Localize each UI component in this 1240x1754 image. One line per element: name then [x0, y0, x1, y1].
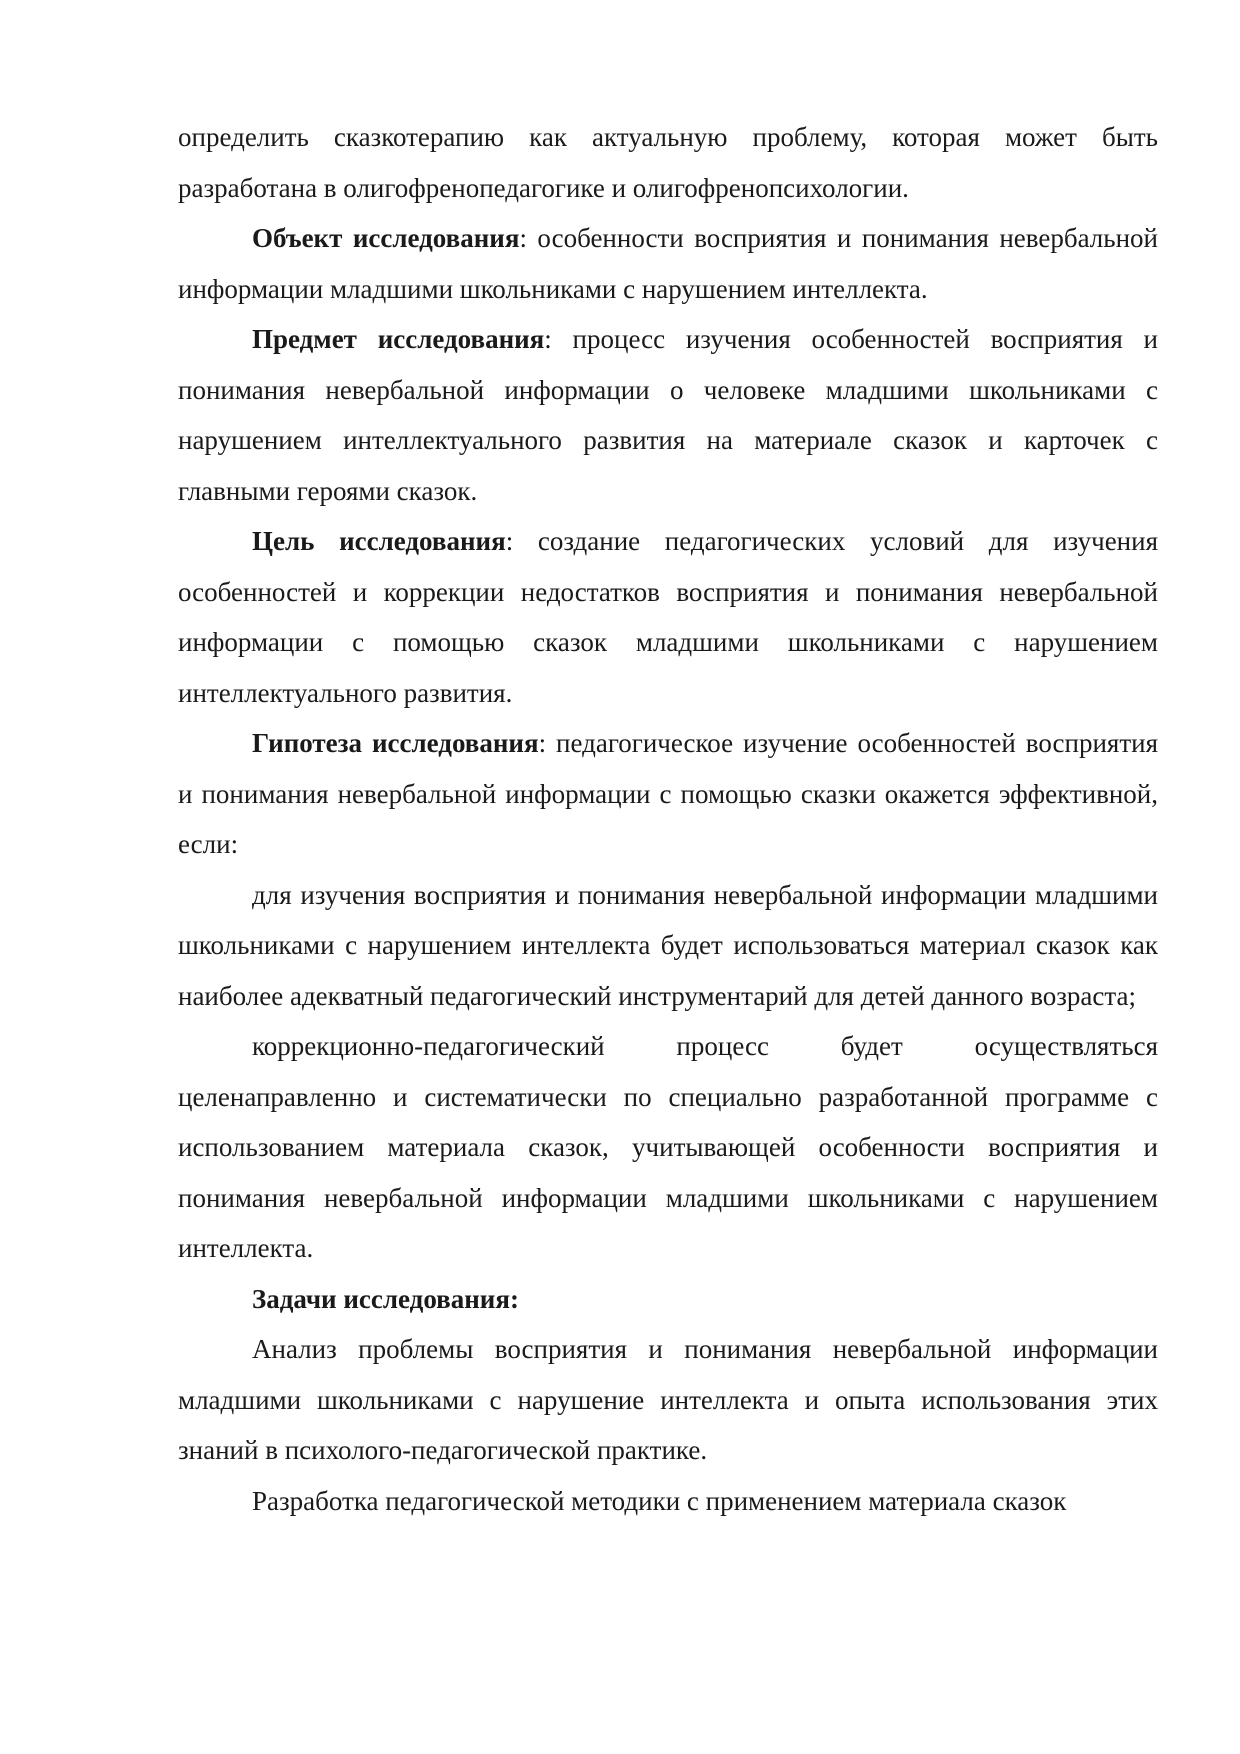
paragraph-task-2: Разработка педагогической методики с применением материала сказок [252, 1485, 1067, 1516]
paragraph-intro-continuation: определить сказкотерапию как актуальную проблему, которая может быть разработана в олигофренопедагогике и олигофренопсихологии. [178, 122, 1158, 203]
term-research-object: Объект исследования [252, 223, 520, 253]
research-hypothesis-text: : педагогическое изучение особенностей восприятия и понимания невербальной информации с помощью сказки окажется эффективной, если: [178, 728, 1159, 859]
research-goal-text: : создание педагогических условий для изучения особенностей и коррекции недостатков восприятия и понимания невербальной информации с помощью сказок младшими школьниками с нарушением интеллектуального развития. [178, 526, 1158, 708]
term-research-goal: Цель исследования [252, 526, 506, 556]
paragraph-research-hypothesis [178, 718, 1158, 870]
paragraph-research-object [178, 213, 1158, 314]
paragraph-hypothesis-condition-2: коррекционно-педагогический процесс будет осуществляться целенаправленно и систематически по специально разработанной программе с использованием материала сказок, учитывающей особенности восприятия и понимания невербальной информации младшими школьниками с нарушением интеллекта. [178, 1031, 1158, 1263]
term-research-hypothesis: Гипотеза исследования [252, 728, 539, 758]
paragraph-task-1: Анализ проблемы восприятия и понимания невербальной информации младшими школьниками с нарушение интеллекта и опыта использования этих знаний в психолого-педагогической практике. [178, 1334, 1158, 1465]
term-research-tasks: Задачи исследования: [252, 1283, 519, 1314]
paragraph-hypothesis-condition-1: для изучения восприятия и понимания невербальной информации младшими школьниками с нарушением интеллекта будет использоваться материал сказок как наиболее адекватный педагогический инструментарий для детей данного возраста; [178, 879, 1158, 1011]
paragraph-research-goal [178, 516, 1158, 718]
research-subject-text: : процесс изучения особенностей восприятия и понимания невербальной информации о человеке младшими школьниками с нарушением интеллектуального развития на материале сказок и карточек с главными героями сказок. [178, 324, 1159, 506]
paragraph-tasks-heading [178, 1274, 1158, 1325]
term-research-subject: Предмет исследования [252, 324, 545, 354]
document-body [178, 112, 1158, 1526]
paragraph-research-subject [178, 314, 1158, 516]
research-object-text: : особенности восприятия и понимания невербальной информации младшими школьниками с нарушением интеллекта. [178, 223, 1158, 304]
